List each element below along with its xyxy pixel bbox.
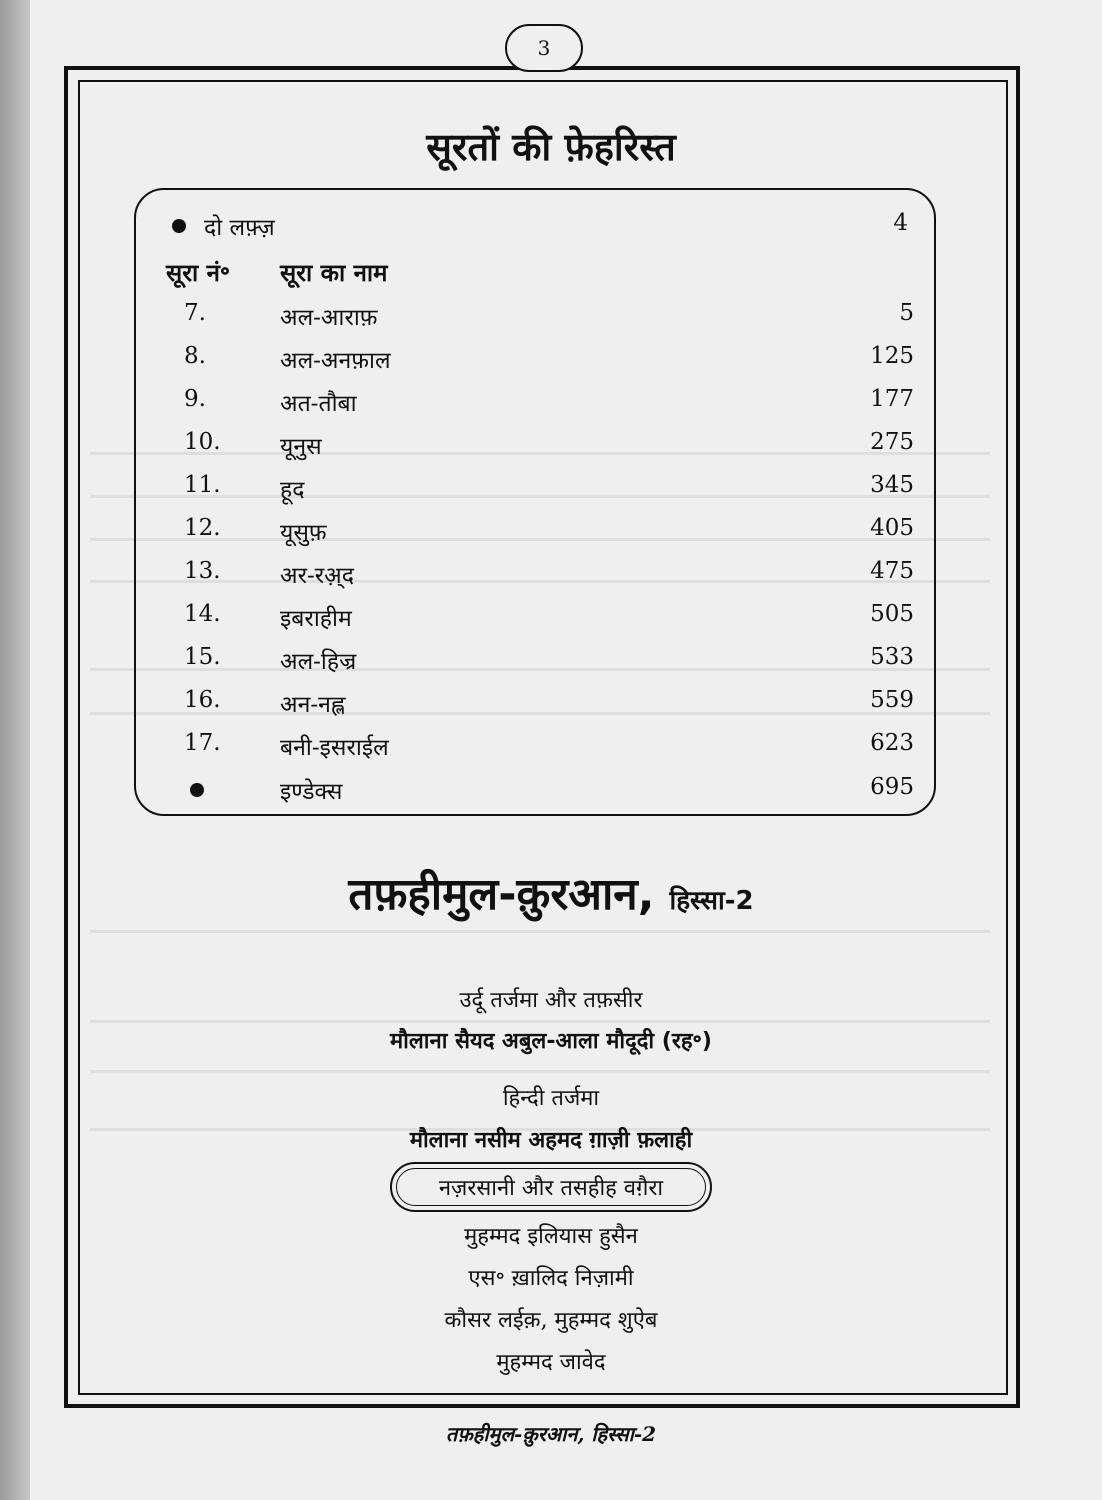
toc-index-row [134, 768, 914, 808]
bullet-icon [190, 783, 204, 797]
bullet-icon [172, 219, 186, 233]
toc-row [134, 294, 914, 334]
urdu-author: मौलाना सैयद अबुल-आला मौदूदी (रह॰) [390, 1029, 712, 1054]
toc-column-header [134, 250, 914, 290]
book-title-block [0, 862, 1102, 922]
surah-number: 13. [184, 558, 221, 584]
column-header-name: सूरा का नाम [280, 259, 388, 287]
reviewer-name: एस॰ ख़ालिद निज़ामी [468, 1266, 634, 1291]
toc-intro-row [134, 204, 914, 244]
toc-row [134, 509, 914, 549]
toc-row [134, 380, 914, 420]
urdu-translation-label: उर्दू तर्जमा और तफ़सीर [459, 988, 643, 1013]
review-label: नज़रसानी और तसहीह वग़ैरा [438, 1176, 664, 1201]
surah-name: यूनुस [280, 434, 322, 460]
reviewer-name: मुहम्मद इलियास हुसैन [464, 1224, 638, 1249]
toc-row [134, 466, 914, 506]
surah-number: 9. [184, 386, 206, 412]
toc-row [134, 337, 914, 377]
surah-page: 125 [870, 343, 914, 369]
surah-number: 16. [184, 687, 221, 713]
toc-row [134, 595, 914, 635]
surah-page: 275 [870, 429, 914, 455]
toc-intro-page: 4 [893, 210, 908, 236]
surah-name: अन-नह्ल [280, 692, 346, 718]
surah-name: अल-अनफ़ाल [280, 348, 391, 374]
surah-name: इबराहीम [280, 606, 352, 632]
toc-index-label: इण्डेक्स [280, 779, 343, 805]
surah-name: हूद [280, 477, 305, 503]
column-header-number: सूरा नं॰ [166, 259, 231, 287]
running-footer: तफ़हीमुल-क़ुरआन, हिस्सा-2 [445, 1422, 657, 1446]
surah-name: बनी-इसराईल [280, 735, 389, 761]
surah-number: 17. [184, 730, 221, 756]
surah-page: 177 [870, 386, 914, 412]
review-label-box [390, 1162, 712, 1212]
surah-name: यूसुफ़ [280, 520, 327, 546]
surah-number: 7. [184, 300, 206, 326]
surah-page: 533 [870, 644, 914, 670]
surah-name: अर-रअ़्द [280, 563, 354, 589]
toc-row [134, 423, 914, 463]
surah-number: 11. [184, 472, 221, 498]
page-title: सूरतों की फ़ेहरिस्त [426, 125, 676, 169]
book-title: तफ़हीमुल-क़ुरआन, [348, 869, 655, 920]
surah-page: 345 [870, 472, 914, 498]
surah-page: 559 [870, 687, 914, 713]
toc-index-page: 695 [870, 774, 914, 800]
toc-intro-label: दो लफ़्ज़ [204, 215, 275, 241]
toc-row [134, 638, 914, 678]
surah-name: अत-तौबा [280, 391, 357, 417]
toc-row [134, 552, 914, 592]
surah-page: 505 [870, 601, 914, 627]
surah-number: 10. [184, 429, 221, 455]
reviewer-name: कौसर लईक़, मुहम्मद शुऐब [444, 1308, 658, 1333]
surah-name: अल-हिज्र [280, 649, 357, 675]
surah-page: 5 [899, 300, 914, 326]
surah-number: 15. [184, 644, 221, 670]
surah-number: 12. [184, 515, 221, 541]
toc-row [134, 724, 914, 764]
book-part: हिस्सा-2 [669, 886, 754, 916]
surah-page: 405 [870, 515, 914, 541]
toc-row [134, 681, 914, 721]
surah-number: 8. [184, 343, 206, 369]
hindi-translator: मौलाना नसीम अहमद ग़ाज़ी फ़लाही [409, 1128, 693, 1153]
surah-page: 623 [870, 730, 914, 756]
surah-name: अल-आराफ़ [280, 305, 378, 331]
reviewer-name: मुहम्मद जावेद [496, 1350, 606, 1375]
surah-page: 475 [870, 558, 914, 584]
hindi-translation-label: हिन्दी तर्जमा [502, 1086, 600, 1111]
surah-number: 14. [184, 601, 221, 627]
page-number: 3 [505, 24, 583, 72]
